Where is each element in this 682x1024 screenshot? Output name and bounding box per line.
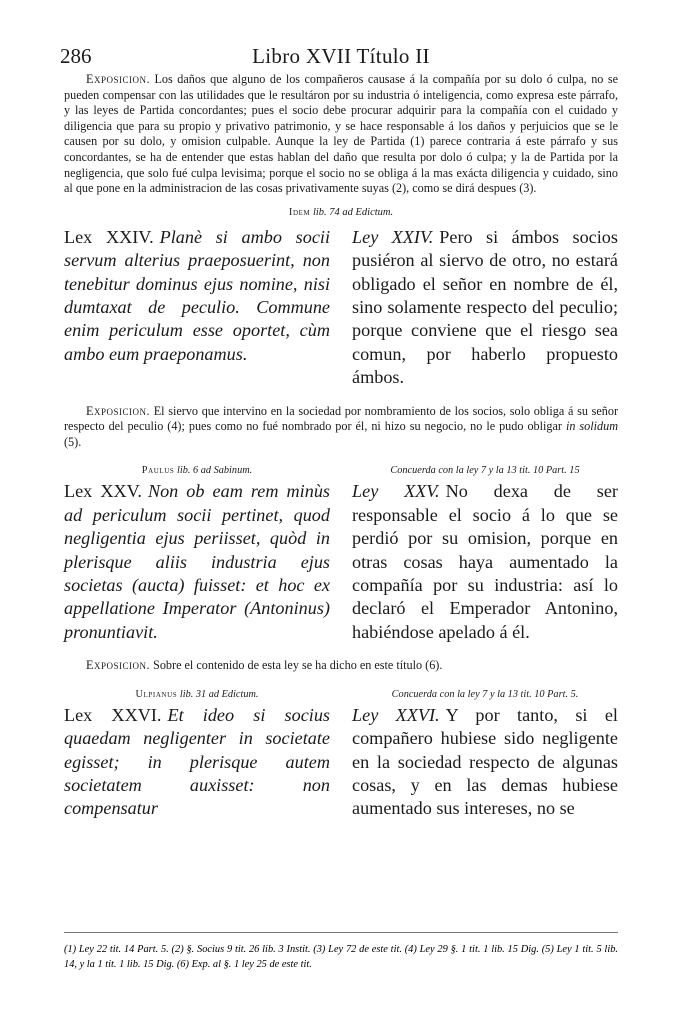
latin-text: Et ideo si socius quaedam negligenter in societate egisset; in plerisque autem societatem auxisset: non compensatur [64,704,330,819]
spanish-text: Pero si ámbos socios pusiéron al siervo de otro, no estará obligado el señor en nombre de él, sino solamente respecto del peculio; porque conviene que el riesgo sea comun, por haberlo propuesto ámbos. [352,226,618,388]
spanish-column [352,704,618,821]
law-25-concord: Concuerda con la ley 7 y la 13 tit. 10 Part. 15 [390,465,580,477]
page-number: 286 [60,44,92,68]
exposition-label: Exposicion. [86,72,150,86]
source-reference: lib. 74 ad Edictum. [312,206,394,218]
page-header [60,44,618,72]
law-24 [64,226,618,390]
source-author: Ulpianus [135,688,178,700]
law-25 [64,480,618,644]
exposition-text-end: (5). [64,434,82,449]
footnote-rule [64,932,618,933]
law-25-source [64,464,330,478]
lex-number: Lex XXV. [64,481,142,502]
lex-number: Lex XXIV. [64,226,154,247]
spanish-column [352,226,618,390]
law-25-concordance [64,464,618,480]
source-reference: lib. 6 ad Sabinum. [177,465,253,477]
exposition-text: El siervo que intervino en la sociedad por nombramiento de los socios, solo obliga á su señor respecto del peculio (4); pues como no fué nombrado por él, ni hizo su negocio, no le pudo obligar [64,403,619,434]
exposition-italic: in solidum [565,419,619,434]
ley-number: Ley XXIV. [352,226,434,247]
law-26-source [64,688,330,702]
spanish-text: No dexa de ser responsable el socio á lo que se perdió por su omision, porque en otras cosas haya aumentado la compañía por su industria: así lo declaró el Emperador Antonino, habiéndose apelado á él. [352,481,618,642]
ley-number: Ley XXVI. [352,704,440,725]
exposition-label: Exposicion. [86,403,150,418]
exposition-text: Los daños que alguno de los compañeros causase á la compañía por su dolo ó culpa, no se pueden compensar con las utilidades que le resultáron por su industria ó inteligencia, como expresa este párrafo, y las leyes de Partida concordantes; pues el socio debe procurar adquirir para la compañía con el cuidado y diligencia que para su propio y privativo patrimonio, y se hace responsable á los daños y perjuicios que se le causen por su dolo, y omision culpable. Aunque la ley de Partida (1) parece contraria á este párrafo y sus concordantes, se ha de entender que estas hablan del daño que resulta por dolo ó culpa; y la de Partida por la negligencia, que solo fué culpa levisima; porque el socio no se obliga á la mas exácta diligencia y cuidado, sino al que pone en la administracion de las cosas privativamente suyas (2), como se dirá despues (3). [64,72,619,196]
footnotes: (1) Ley 22 tit. 14 Part. 5. (2) §. Socius 9 tit. 26 lib. 3 Instit. (3) Ley 72 de este tit. (4) Ley 29 §. 1 tit. 1 lib. 15 Dig. (5) Ley 1 tit. 5 lib. 14, y la 1 tit. 1 lib. 15 Dig. (6) Exp. al §. 1 ley 25 de este tit. [64,944,618,970]
latin-text: Non ob eam rem minùs ad periculum socii pertinet, quod negligentia ejus periisset, quòd in plerisque aliis industria ejus societas (aucta) fuisset: et hoc ex appellatione Imperator (Antoninus) pronuntiavit. [64,481,330,642]
source-author: Idem [288,206,311,218]
source-author: Paulus [141,465,175,477]
law-26-concordance [64,688,618,704]
exposition-label: Exposicion. [86,658,150,673]
exposition-1 [64,72,618,197]
latin-column [64,480,330,644]
exposition-2 [64,404,618,451]
law-26 [64,704,618,821]
law-26-concord: Concuerda con la ley 7 y la 13 tit. 10 Part. 5. [391,688,579,700]
ley-number: Ley XXV. [352,481,440,502]
source-citation [64,207,618,218]
spanish-column [352,480,618,644]
running-title: Libro XVII Título II [252,44,430,68]
exposition-text: Sobre el contenido de esta ley se ha dicho en este título (6). [153,658,443,673]
latin-column [64,226,330,390]
spanish-text: Y por tanto, si el compañero hubiese sido negligente en la sociedad respecto de algunas cosas, y en las demas hubiese aumentado sus intereses, no se [352,704,618,819]
latin-text: Planè si ambo socii servum alterius praeposuerint, non tenebitur dominus ejus nomine, nisi dumtaxat de peculio. Commune enim periculum esse oportet, cùm ambo eum praeponamus. [64,226,330,364]
source-reference: lib. 31 ad Edictum. [179,688,259,700]
latin-column [64,704,330,821]
exposition-3 [64,658,618,674]
lex-number: Lex XXVI. [64,704,162,725]
